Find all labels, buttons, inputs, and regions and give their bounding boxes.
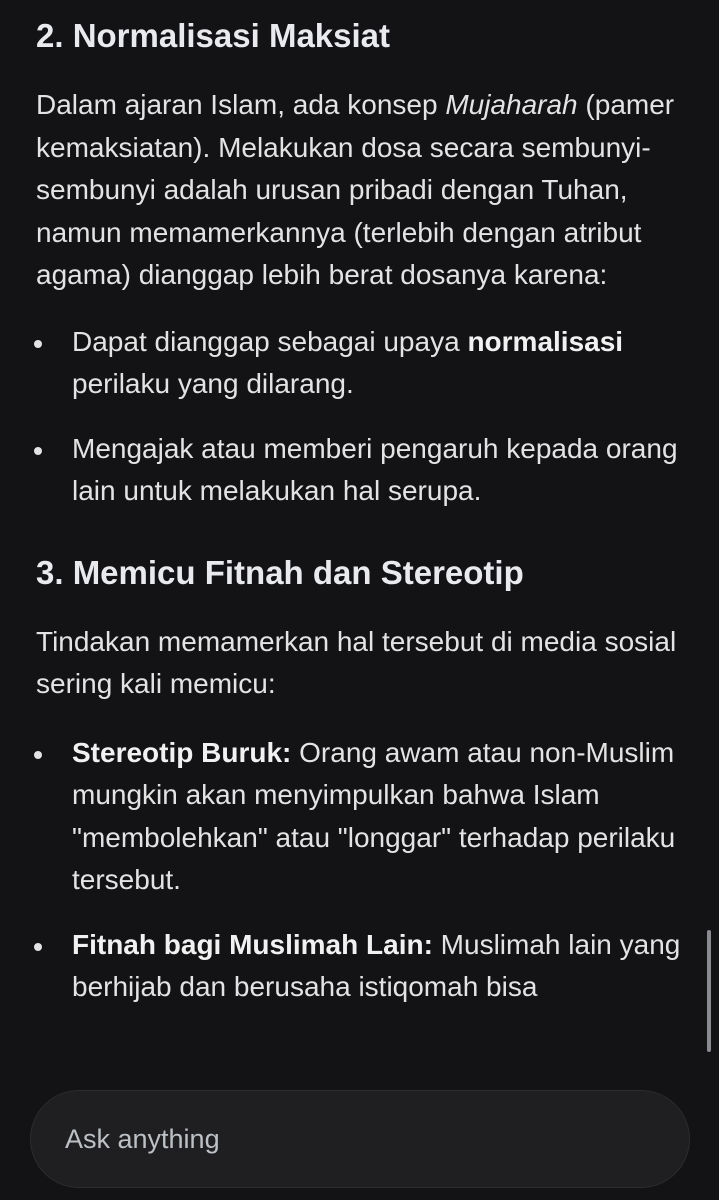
list-item-bold: Stereotip Buruk: — [72, 736, 292, 768]
list-item-text: perilaku yang dilarang. — [72, 368, 354, 399]
list-item-text: Orang awam atau non-Muslim mungkin akan menyimpulkan bahwa Islam "membolehkan" atau "longgar" terhadap perilaku tersebut. — [72, 736, 676, 895]
list-item — [36, 732, 686, 902]
paragraph-text: Dalam ajaran Islam, ada konsep — [36, 89, 446, 120]
scrollbar-thumb[interactable] — [707, 930, 711, 1052]
section-paragraph-normalisasi — [36, 84, 686, 297]
bullet-list-normalisasi — [36, 321, 686, 513]
response-content — [36, 14, 686, 1031]
section-paragraph-fitnah: Tindakan memamerkan hal tersebut di media sosial sering kali memicu: — [36, 625, 677, 699]
list-item — [36, 428, 686, 513]
bullet-list-fitnah — [36, 732, 686, 1009]
section-heading-normalisasi: 2. Normalisasi Maksiat — [36, 17, 391, 54]
prompt-input-container[interactable] — [30, 1090, 690, 1188]
list-item-bold: normalisasi — [467, 325, 624, 357]
bullet-icon — [34, 340, 42, 348]
bullet-icon — [34, 751, 42, 759]
list-item-text: Dapat dianggap sebagai upaya — [72, 325, 468, 357]
list-item — [36, 924, 686, 1009]
prompt-input[interactable] — [65, 1091, 645, 1187]
term-mujaharah: Mujaharah — [445, 89, 578, 120]
list-item-text: Muslimah lain yang berhijab dan berusaha istiqomah bisa — [72, 928, 681, 1002]
section-heading-fitnah: 3. Memicu Fitnah dan Stereotip — [36, 553, 524, 591]
list-item — [36, 321, 686, 406]
bullet-icon — [34, 447, 42, 455]
list-item-bold: Fitnah bagi Muslimah Lain: — [72, 928, 433, 960]
list-item-text: Mengajak atau memberi pengaruh kepada orang lain untuk melakukan hal serupa. — [72, 432, 678, 506]
bullet-icon — [34, 943, 42, 951]
paragraph-text: (pamer kemaksiatan). Melakukan dosa secara sembunyi-sembunyi adalah urusan pribadi dengan Tuhan, namun memamerkannya (terlebih dengan atribut agama) dianggap lebih berat dosanya karena: — [36, 89, 675, 290]
